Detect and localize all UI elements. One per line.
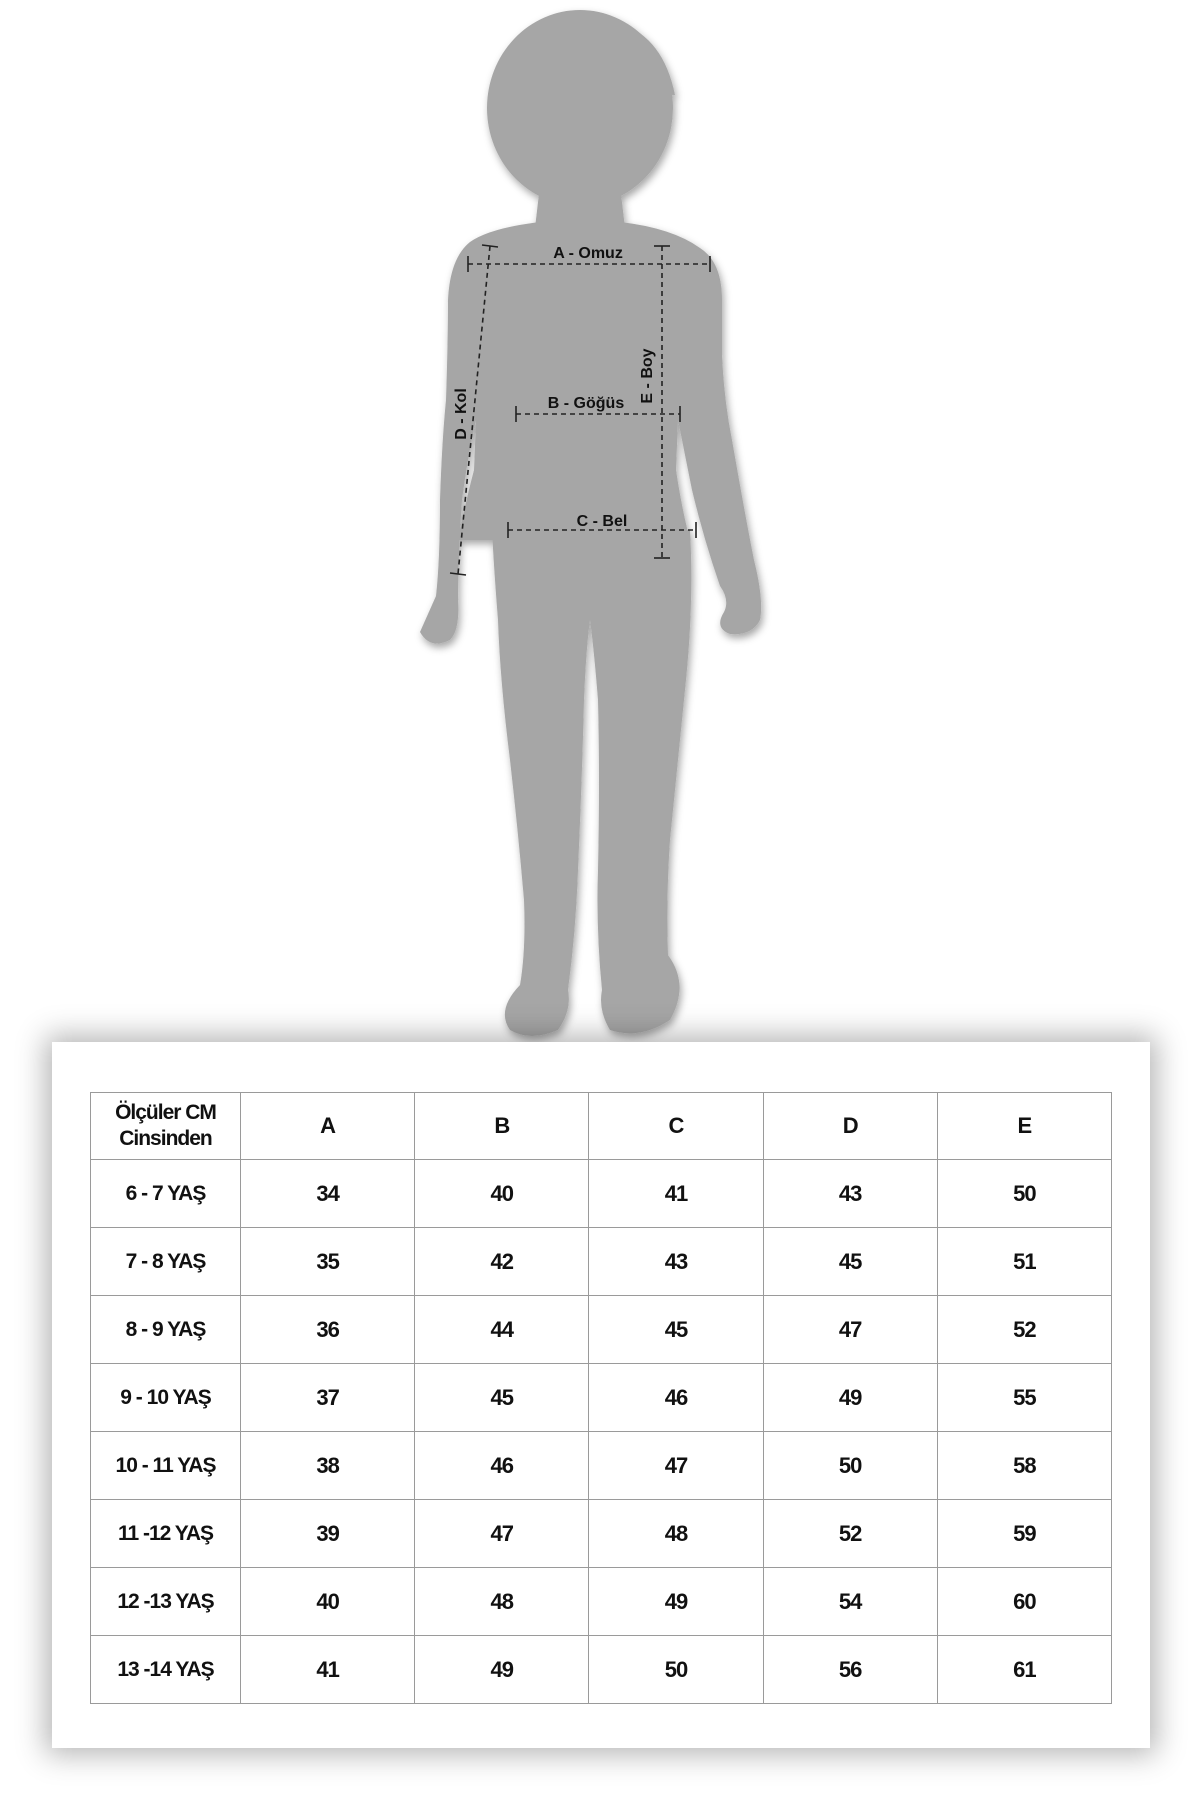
- value-cell: 48: [415, 1568, 589, 1636]
- value-cell: 36: [241, 1296, 415, 1364]
- value-cell: 55: [937, 1364, 1111, 1432]
- value-cell: 40: [241, 1568, 415, 1636]
- age-cell: 6 - 7 YAŞ: [91, 1160, 241, 1228]
- age-cell: 12 -13 YAŞ: [91, 1568, 241, 1636]
- size-chart-card: [52, 1042, 1150, 1748]
- value-cell: 47: [763, 1296, 937, 1364]
- value-cell: 49: [415, 1636, 589, 1704]
- value-cell: 42: [415, 1228, 589, 1296]
- table-row: [91, 1364, 1112, 1432]
- value-cell: 46: [589, 1364, 763, 1432]
- table-header-row: [91, 1093, 1112, 1160]
- value-cell: 41: [241, 1636, 415, 1704]
- corner-header: [91, 1093, 241, 1160]
- value-cell: 47: [589, 1432, 763, 1500]
- column-header-a: A: [241, 1093, 415, 1160]
- value-cell: 41: [589, 1160, 763, 1228]
- table-row: [91, 1636, 1112, 1704]
- value-cell: 52: [937, 1296, 1111, 1364]
- table-row: [91, 1500, 1112, 1568]
- value-cell: 51: [937, 1228, 1111, 1296]
- table-row: [91, 1160, 1112, 1228]
- age-cell: 8 - 9 YAŞ: [91, 1296, 241, 1364]
- value-cell: 38: [241, 1432, 415, 1500]
- column-header-e: E: [937, 1093, 1111, 1160]
- value-cell: 60: [937, 1568, 1111, 1636]
- table-row: [91, 1432, 1112, 1500]
- value-cell: 54: [763, 1568, 937, 1636]
- table-row: [91, 1296, 1112, 1364]
- value-cell: 45: [589, 1296, 763, 1364]
- value-cell: 49: [763, 1364, 937, 1432]
- column-header-b: B: [415, 1093, 589, 1160]
- value-cell: 44: [415, 1296, 589, 1364]
- value-cell: 48: [589, 1500, 763, 1568]
- age-cell: 7 - 8 YAŞ: [91, 1228, 241, 1296]
- value-cell: 43: [763, 1160, 937, 1228]
- value-cell: 49: [589, 1568, 763, 1636]
- value-cell: 56: [763, 1636, 937, 1704]
- value-cell: 45: [763, 1228, 937, 1296]
- value-cell: 43: [589, 1228, 763, 1296]
- size-chart-table: [90, 1092, 1112, 1704]
- value-cell: 46: [415, 1432, 589, 1500]
- value-cell: 58: [937, 1432, 1111, 1500]
- label-sleeve: D - Kol: [453, 388, 470, 440]
- corner-header-line-1: Ölçüler CM: [115, 1101, 216, 1124]
- label-length: E - Boy: [639, 348, 656, 404]
- value-cell: 50: [589, 1636, 763, 1704]
- value-cell: 39: [241, 1500, 415, 1568]
- value-cell: 34: [241, 1160, 415, 1228]
- column-header-d: D: [763, 1093, 937, 1160]
- label-waist: C - Bel: [576, 513, 628, 530]
- corner-header-line-2: Cinsinden: [119, 1127, 212, 1150]
- value-cell: 45: [415, 1364, 589, 1432]
- age-cell: 10 - 11 YAŞ: [91, 1432, 241, 1500]
- column-header-c: C: [589, 1093, 763, 1160]
- value-cell: 61: [937, 1636, 1111, 1704]
- value-cell: 40: [415, 1160, 589, 1228]
- label-chest: B - Göğüs: [547, 395, 625, 412]
- value-cell: 50: [937, 1160, 1111, 1228]
- value-cell: 59: [937, 1500, 1111, 1568]
- age-cell: 13 -14 YAŞ: [91, 1636, 241, 1704]
- table-row: [91, 1568, 1112, 1636]
- label-shoulder: A - Omuz: [553, 245, 623, 262]
- value-cell: 37: [241, 1364, 415, 1432]
- age-cell: 9 - 10 YAŞ: [91, 1364, 241, 1432]
- value-cell: 50: [763, 1432, 937, 1500]
- value-cell: 52: [763, 1500, 937, 1568]
- value-cell: 35: [241, 1228, 415, 1296]
- table-row: [91, 1228, 1112, 1296]
- age-cell: 11 -12 YAŞ: [91, 1500, 241, 1568]
- value-cell: 47: [415, 1500, 589, 1568]
